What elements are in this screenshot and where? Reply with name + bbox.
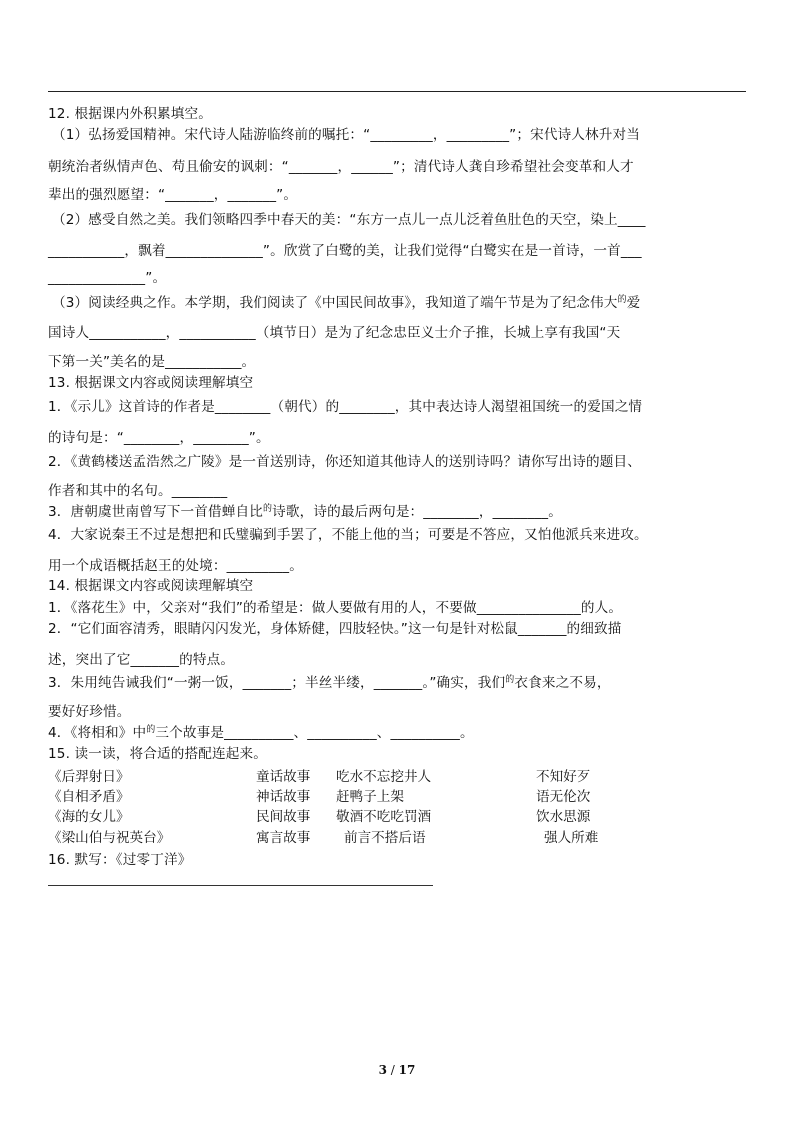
question-13-item3: 3．唐朝虞世南曾写下一首借蝉自比$^的$诗歌，诗的最后两句是：________，________。 [48,504,562,520]
question-16-heading: 16. 默写：《过零丁洋》 [48,852,192,868]
header-rule [48,91,746,92]
question-13-heading: 13. 根据课文内容或阅读理解填空 [48,375,254,391]
page-number: 3 / 17 [378,1063,416,1077]
question-14-item3-line2: 要好好珍惜。 [48,704,131,720]
question-12-part1-line1: （1）弘扬爱国精神。宋代诗人陆游临终前的嘱托：“_________，_________”；宋代诗人林升对当 [52,127,641,143]
question-12-part3-line3: 下第一关”美名的是___________。 [48,354,256,370]
question-14-item2-line2: 述，突出了它_______的特点。 [48,652,235,668]
question-13-item1-line2: 的诗句是：“________，________”。 [48,430,270,446]
question-12-heading: 12. 根据课内外积累填空。 [48,106,212,122]
match-meaning: 强人所难 [544,830,599,846]
match-title: 《后羿射日》 [48,769,130,785]
question-12-part3-line1: （3）阅读经典之作。本学期，我们阅读了《中国民间故事》，我知道了端午节是为了纪念伟大$^的$爱 [52,295,641,311]
match-title: 《海的女儿》 [48,809,130,825]
match-story-type: 童话故事 [256,769,311,785]
match-meaning: 不知好歹 [536,769,591,785]
question-13-item2-line1: 2．《黄鹤楼送孟浩然之广陵》是一首送别诗，你还知道其他诗人的送别诗吗？请你写出诗的题目、 [48,454,641,470]
question-13-item4-line2: 用一个成语概括赵王的处境：_________。 [48,558,303,574]
match-idiom: 吃水不忘挖井人 [336,769,432,785]
match-meaning: 语无伦次 [536,789,591,805]
match-story-type: 民间故事 [256,809,311,825]
match-idiom: 前言不搭后语 [344,830,426,846]
question-12-part1-line2: 朝统治者纵情声色、苟且偷安的讽刺：“_______，______”；清代诗人龚自珍希望社会变革和人才 [48,159,634,175]
question-13-item1-line1: 1．《示儿》这首诗的作者是________（朝代）的________，其中表达诗人渴望祖国统一的爱国之情 [48,399,643,415]
question-12-part2-line2: ___________，飘着______________”。欣赏了白鹭的美，让我们觉得“白鹭实在是一首诗，一首___ [48,243,642,259]
question-13-item4-line1: 4．大家说秦王不过是想把和氏璧骗到手罢了，不能上他的当；可要是不答应，又怕他派兵来进攻。 [48,527,648,543]
match-idiom: 敬酒不吃吃罚酒 [336,809,432,825]
question-12-part1-line3: 辈出的强烈愿望：“_______，_______”。 [48,187,298,203]
question-14-item3-line1: 3．朱用纯告诫我们“一粥一饭，_______；半丝半缕，_______。”确实，我们$^的$衣食来之不易， [48,675,611,691]
match-meaning: 饮水思源 [536,809,591,825]
answer-line [48,885,433,886]
question-14-item2-line1: 2．“它们面容清秀，眼睛闪闪发光，身体矫健，四肢轻快。”这一句是针对松鼠_______的细致描 [48,621,622,637]
match-story-type: 寓言故事 [256,830,311,846]
question-14-item1: 1．《落花生》中，父亲对“我们”的希望是：做人要做有用的人，不要做_______________的人。 [48,600,623,616]
match-title: 《自相矛盾》 [48,789,130,805]
match-title: 《梁山伯与祝英台》 [48,830,171,846]
question-14-heading: 14. 根据课文内容或阅读理解填空 [48,578,254,594]
question-15-heading: 15. 读一读，将合适的搭配连起来。 [48,746,267,762]
match-story-type: 神话故事 [256,789,311,805]
question-12-part3-line2: 国诗人___________，___________（填节日）是为了纪念忠臣义士介子推，长城上享有我国“天 [48,325,621,341]
question-12-part2-line1: （2）感受自然之美。我们领略四季中春天的美：“东方一点儿一点儿泛着鱼肚色的天空，染上____ [52,212,646,228]
question-13-item2-line2: 作者和其中的名句。________ [48,483,228,499]
question-12-part2-line3: ______________”。 [48,270,167,286]
match-idiom: 赶鸭子上架 [336,789,404,805]
question-14-item4: 4．《将相和》中$^的$三个故事是__________、__________、__________。 [48,725,474,741]
